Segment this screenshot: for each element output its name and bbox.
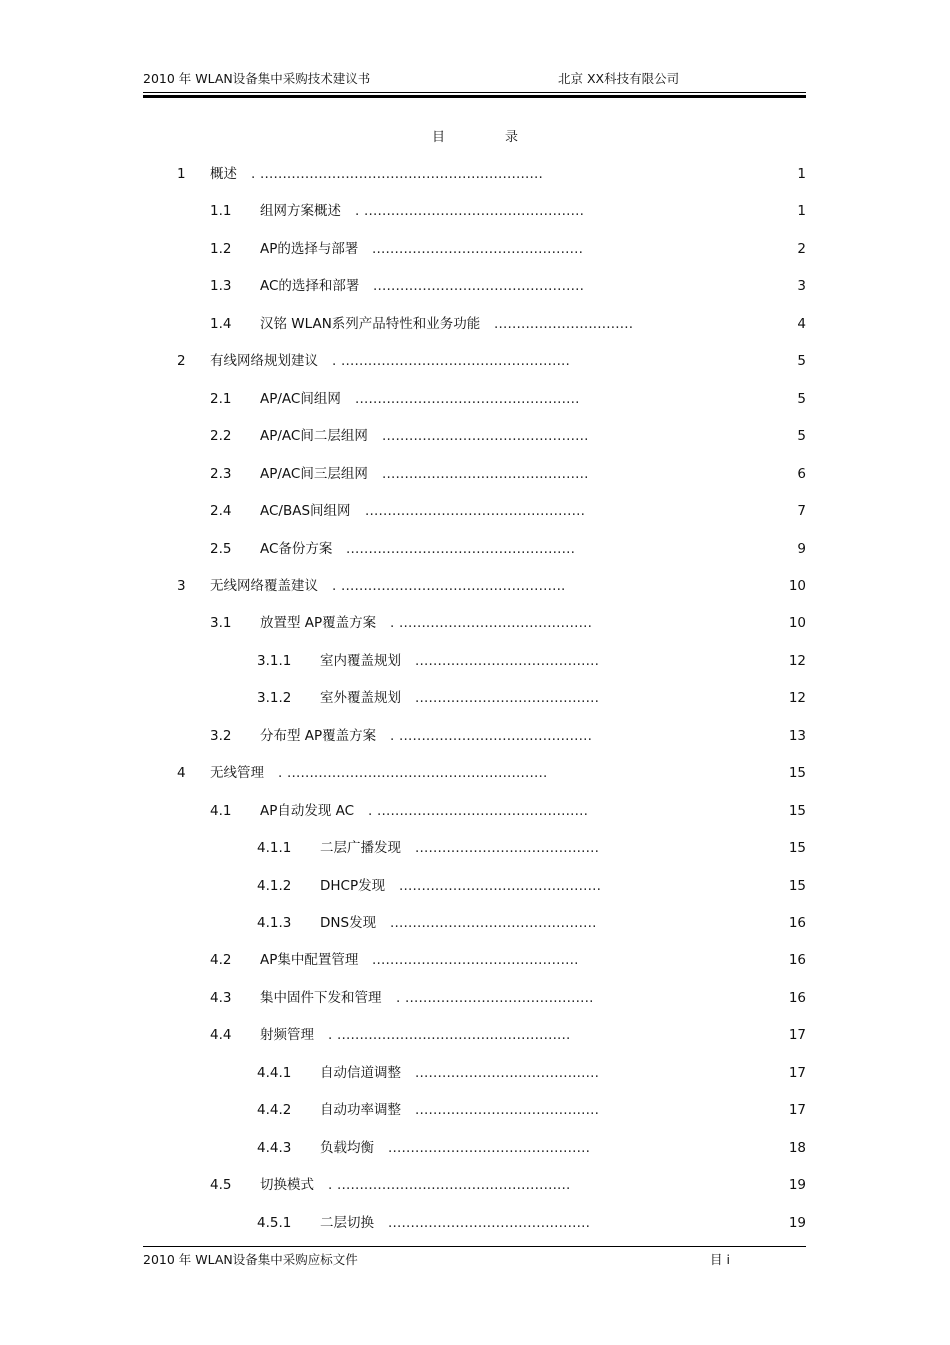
toc-entry-number: 4.3 (210, 990, 232, 1006)
toc-entry-page-number: 9 (797, 541, 806, 557)
toc-entry-leader-dots: . .......................................................... (278, 765, 548, 781)
toc-entry-title: 汉铭 WLAN系列产品特性和业务功能 (260, 316, 481, 332)
toc-entry[interactable] (0, 763, 950, 783)
toc-entry-title: 无线管理 (210, 765, 264, 781)
toc-entry-title: 切换模式 (260, 1177, 314, 1193)
toc-entry-page-number: 18 (788, 1140, 806, 1156)
toc-entry[interactable] (0, 426, 950, 446)
toc-entry-number: 4.1.1 (257, 840, 292, 856)
toc-entry-leader-dots: . ................................................... (332, 353, 571, 369)
toc-entry-page-number: 10 (788, 615, 806, 631)
toc-entry-title: AP/AC间三层组网 (260, 466, 368, 482)
toc-entry-page-number: 15 (788, 765, 806, 781)
toc-entry-page-number: 15 (788, 803, 806, 819)
toc-entry-page-number: 10 (788, 578, 806, 594)
toc-entry-page-number: 7 (797, 503, 806, 519)
toc-entry-title: AP自动发现 AC (260, 803, 355, 819)
toc-entry-title: 室外覆盖规划 (320, 690, 401, 706)
toc-entry-number: 2.2 (210, 428, 232, 444)
toc-entry-number: 4.1 (210, 803, 232, 819)
toc-entry-page-number: 19 (788, 1177, 806, 1193)
toc-entry[interactable] (0, 913, 950, 933)
toc-entry-title: AC的选择和部署 (260, 278, 360, 294)
toc-entry-leader-dots: ............................... (494, 316, 634, 332)
toc-entry[interactable] (0, 726, 950, 746)
toc-entry-title: 有线网络规划建议 (210, 353, 318, 369)
toc-entry[interactable] (0, 539, 950, 559)
toc-entry-number: 4.1.3 (257, 915, 292, 931)
toc-entry-number: 4 (177, 765, 186, 781)
toc-entry[interactable] (0, 201, 950, 221)
toc-entry-title: AP的选择与部署 (260, 241, 359, 257)
toc-entry-page-number: 15 (788, 878, 806, 894)
toc-entry-title: 室内覆盖规划 (320, 653, 401, 669)
toc-entry[interactable] (0, 1025, 950, 1045)
toc-entry-number: 1 (177, 166, 186, 182)
toc-entry-title: 无线网络覆盖建议 (210, 578, 318, 594)
toc-entry-page-number: 6 (797, 466, 806, 482)
toc-entry-leader-dots: . ........................................... (390, 615, 593, 631)
toc-entry-page-number: 15 (788, 840, 806, 856)
toc-entry-page-number: 4 (797, 316, 806, 332)
toc-entry[interactable] (0, 1175, 950, 1195)
toc-entry-number: 1.4 (210, 316, 232, 332)
toc-entry[interactable] (0, 876, 950, 896)
toc-entry-title: 集中固件下发和管理 (260, 990, 382, 1006)
toc-entry-title: 二层切换 (320, 1215, 374, 1231)
toc-entry-title: 放置型 AP覆盖方案 (260, 615, 377, 631)
toc-entry[interactable] (0, 950, 950, 970)
toc-entry-page-number: 1 (797, 203, 806, 219)
toc-entry-number: 3.1 (210, 615, 232, 631)
toc-entry-page-number: 17 (788, 1102, 806, 1118)
toc-entry-page-number: 13 (788, 728, 806, 744)
toc-entry-leader-dots: ............................................... (373, 278, 585, 294)
toc-entry-leader-dots: . ................................................. (355, 203, 585, 219)
toc-entry-leader-dots: . .................................................. (332, 578, 566, 594)
toc-entry-number: 1.2 (210, 241, 232, 257)
toc-entry-title: AC/BAS间组网 (260, 503, 351, 519)
toc-entry-leader-dots: .............................................. (372, 952, 579, 968)
footer-document-title: 2010 年 WLAN设备集中采购应标文件 (143, 1252, 358, 1267)
header-rule-thick (143, 95, 806, 98)
toc-entry[interactable] (0, 988, 950, 1008)
toc-entry-title: AP/AC间组网 (260, 391, 341, 407)
toc-entry-number: 4.4 (210, 1027, 232, 1043)
toc-entry-page-number: 17 (788, 1065, 806, 1081)
toc-entry-page-number: 5 (797, 391, 806, 407)
toc-entry-page-number: 5 (797, 428, 806, 444)
toc-entry[interactable] (0, 239, 950, 259)
toc-entry-leader-dots: . ........................................... (390, 728, 593, 744)
toc-entry[interactable] (0, 501, 950, 521)
toc-entry-number: 2.3 (210, 466, 232, 482)
toc-entry-leader-dots: ............................................... (372, 241, 584, 257)
toc-entry-number: 3.1.2 (257, 690, 292, 706)
toc-entry-number: 1.3 (210, 278, 232, 294)
toc-entry-number: 4.1.2 (257, 878, 292, 894)
toc-entry[interactable] (0, 576, 950, 596)
toc-entry-leader-dots: .................................................. (355, 391, 580, 407)
toc-entry-page-number: 3 (797, 278, 806, 294)
header-document-title: 2010 年 WLAN设备集中采购技术建议书 (143, 71, 371, 86)
toc-entry[interactable] (0, 164, 950, 184)
toc-entry-leader-dots: ......................................... (415, 1065, 600, 1081)
toc-entry[interactable] (0, 838, 950, 858)
toc-entry[interactable] (0, 389, 950, 409)
toc-entry-page-number: 16 (788, 915, 806, 931)
toc-entry-leader-dots: . .................................................... (328, 1177, 571, 1193)
toc-entry-page-number: 17 (788, 1027, 806, 1043)
toc-entry-title: 射频管理 (260, 1027, 314, 1043)
toc-entry-leader-dots: ......................................... (415, 1102, 600, 1118)
toc-entry-leader-dots: ................................................... (346, 541, 576, 557)
toc-entry[interactable] (0, 1138, 950, 1158)
toc-entry-leader-dots: ......................................... (415, 690, 600, 706)
toc-entry-title: AC备份方案 (260, 541, 333, 557)
toc-entry[interactable] (0, 1213, 950, 1233)
toc-entry-page-number: 16 (788, 990, 806, 1006)
footer-page-number: 目 i (710, 1252, 730, 1267)
toc-entry-leader-dots: . .......................................... (396, 990, 594, 1006)
toc-entry-title: 负载均衡 (320, 1140, 374, 1156)
toc-title-right: 录 (505, 130, 519, 145)
toc-entry-number: 2.4 (210, 503, 232, 519)
toc-entry-title: AP集中配置管理 (260, 952, 359, 968)
toc-entry-number: 4.5 (210, 1177, 232, 1193)
toc-entry[interactable] (0, 1100, 950, 1120)
toc-entry-number: 4.4.1 (257, 1065, 292, 1081)
toc-entry[interactable] (0, 276, 950, 296)
toc-entry-title: 自动功率调整 (320, 1102, 401, 1118)
toc-entry-page-number: 1 (797, 166, 806, 182)
toc-entry-leader-dots: ................................................. (365, 503, 586, 519)
header-company-name: 北京 XX科技有限公司 (558, 71, 680, 86)
toc-entry-title: AP/AC间二层组网 (260, 428, 368, 444)
toc-entry-title: 分布型 AP覆盖方案 (260, 728, 377, 744)
toc-entry-leader-dots: ............................................. (388, 1140, 591, 1156)
toc-entry-leader-dots: ......................................... (415, 653, 600, 669)
toc-entry-page-number: 19 (788, 1215, 806, 1231)
toc-entry-title: DHCP发现 (320, 878, 386, 894)
toc-entry-page-number: 16 (788, 952, 806, 968)
toc-entry-page-number: 2 (797, 241, 806, 257)
toc-entry-title: 概述 (210, 166, 237, 182)
toc-entry[interactable] (0, 1063, 950, 1083)
toc-entry[interactable] (0, 651, 950, 671)
toc-entry-number: 4.2 (210, 952, 232, 968)
toc-entry-leader-dots: .............................................. (382, 428, 589, 444)
toc-entry-leader-dots: . .................................................... (328, 1027, 571, 1043)
toc-entry-leader-dots: .............................................. (390, 915, 597, 931)
toc-entry-leader-dots: ............................................. (388, 1215, 591, 1231)
toc-entry-page-number: 5 (797, 353, 806, 369)
toc-entry-title: DNS发现 (320, 915, 377, 931)
toc-entry-page-number: 12 (788, 653, 806, 669)
footer-rule (143, 1246, 806, 1247)
toc-entry-leader-dots: . ............................................................... (251, 166, 543, 182)
toc-entry-number: 3 (177, 578, 186, 594)
toc-entry-leader-dots: .............................................. (382, 466, 589, 482)
toc-entry-number: 4.4.3 (257, 1140, 292, 1156)
toc-title-left: 目 (432, 130, 446, 145)
toc-entry-page-number: 12 (788, 690, 806, 706)
toc-entry-number: 3.2 (210, 728, 232, 744)
toc-entry[interactable] (0, 314, 950, 334)
toc-entry-number: 4.4.2 (257, 1102, 292, 1118)
toc-entry-title: 组网方案概述 (260, 203, 341, 219)
toc-entry-leader-dots: ............................................. (399, 878, 602, 894)
toc-entry[interactable] (0, 688, 950, 708)
toc-entry-title: 二层广播发现 (320, 840, 401, 856)
toc-entry[interactable] (0, 464, 950, 484)
toc-entry-leader-dots: . ............................................... (368, 803, 589, 819)
toc-entry-number: 1.1 (210, 203, 232, 219)
toc-entry[interactable] (0, 351, 950, 371)
toc-entry-number: 3.1.1 (257, 653, 292, 669)
toc-entry[interactable] (0, 613, 950, 633)
toc-entry-number: 2.5 (210, 541, 232, 557)
header-rule-thin (143, 92, 806, 93)
toc-entry-leader-dots: ......................................... (415, 840, 600, 856)
toc-entry[interactable] (0, 801, 950, 821)
toc-entry-number: 4.5.1 (257, 1215, 292, 1231)
toc-entry-number: 2 (177, 353, 186, 369)
toc-entry-title: 自动信道调整 (320, 1065, 401, 1081)
toc-entry-number: 2.1 (210, 391, 232, 407)
